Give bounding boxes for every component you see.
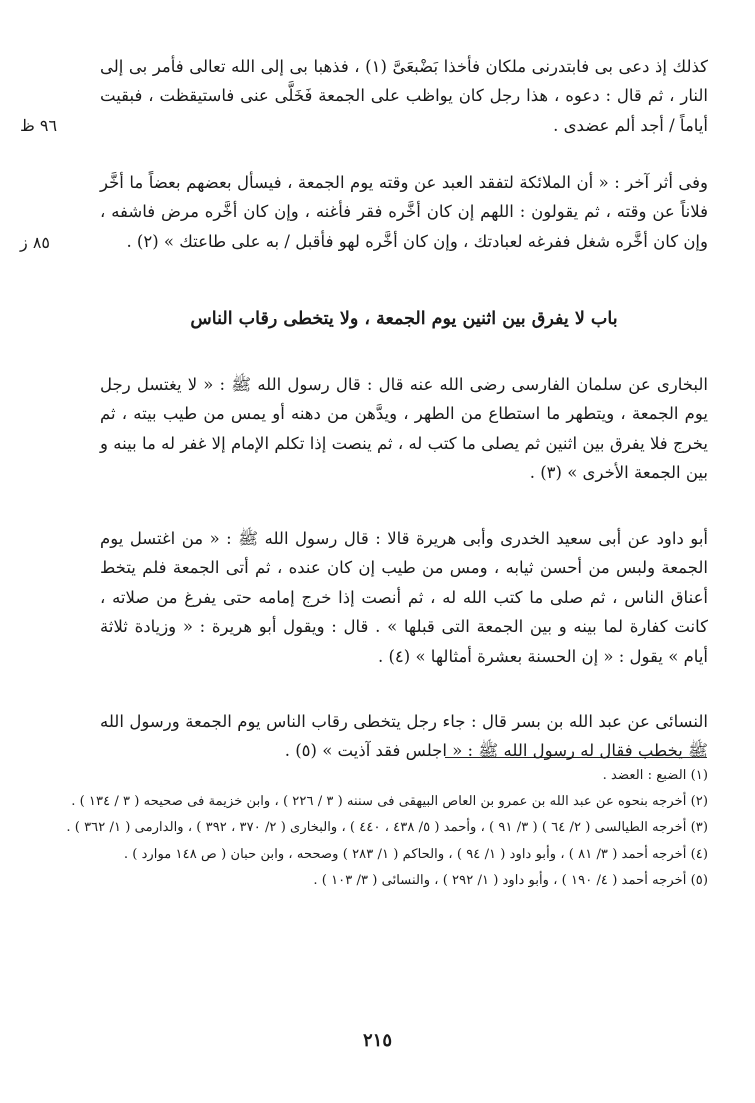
margin-note-folio: ٨٥ ز <box>20 233 50 252</box>
footnote: (٤) أخرجه أحمد ( ٣/ ٨١ ) ، وأبو داود ( ١/ ٩٤ ) ، والحاكم ( ١/ ٢٨٣ ) وصححه ، وابن حبان ( ص ١٤٨ موارد ) . <box>123 846 708 862</box>
margin-note-folio: ٩٦ ظ <box>20 116 58 135</box>
paragraph-continuation: كذلك إذ دعى بى فابتدرنى ملكان فأخذا بَضْبعَىَّ (١) ، فذهبا بى إلى الله تعالى فأمر بى إلى النار ، ثم قال : دعوه ، هذا رجل كان يواظب على الجمعة فَخَلَّى عنى فاستيقظت ، فبقيت أياماً / أجد ألم عضدى . <box>100 56 708 135</box>
footnote: (٢) أخرجه بنحوه عن عبد الله بن عمرو بن العاص البيهقى فى سننه ( ٣ / ٢٢٦ ) ، وابن خزيمة فى صحيحه ( ٣ / ١٣٤ ) . <box>71 794 708 810</box>
paragraph-athar: وفى أثر آخر : « أن الملائكة لتفقد العبد عن وقته يوم الجمعة ، فيسأل بعضهم بعضاً ما أخَّر فلاناً عن وقته ، ثم يقولون : اللهم إن كان أخَّره فقر فأغنه ، وإن كان أخَّره مرض فاشفه ، وإن كان أخَّره شغل ففرغه لعبادتك ، وإن كان أخَّره لهو فأقبل / به على طاعتك » (٢) . <box>100 172 708 251</box>
footnotes <box>40 763 708 894</box>
paragraph-abu-dawud: أبو داود عن أبى سعيد الخدرى وأبى هريرة قالا : قال رسول الله ﷺ : « من اغتسل يوم الجمعة ولبس من أحسن ثيابه ، ومس من طيب إن كان عنده ، ثم أتى الجمعة فلم يتخط أعناق الناس ، ثم صلى ما كتب الله له ، ثم أنصت إذا خرج إمامه حتى يفرغ من صلاته ، كانت كفارة لما بينه و بين الجمعة التى قبلها » . قال : ويقول أبو هريرة : « وزيادة ثلاثة أيام » يقول : « إن الحسنة بعشرة أمثالها » (٤) . <box>100 528 708 666</box>
footnote: (١) الضبع : العضد . <box>602 768 708 783</box>
chapter-heading: باب لا يفرق بين اثنين يوم الجمعة ، ولا يتخطى رقاب الناس <box>190 309 618 329</box>
paragraph-nasai: النسائى عن عبد الله بن بسر قال : جاء رجل يتخطى رقاب الناس يوم الجمعة ورسول الله ﷺ يخطب فقال له رسول الله ﷺ : « اجلس فقد آذيت » (٥) . <box>100 711 708 760</box>
footnote: (٥) أخرجه أحمد ( ٤/ ١٩٠ ) ، وأبو داود ( ١/ ٢٩٢ ) ، والنسائى ( ٣/ ١٠٣ ) . <box>313 872 708 888</box>
page-number: ٢١٥ <box>362 1030 392 1051</box>
paragraph-bukhari: البخارى عن سلمان الفارسى رضى الله عنه قال : قال رسول الله ﷺ : « لا يغتسل رجل يوم الجمعة ، ويتطهر ما استطاع من الطهر ، ويدَّهن من دهنه أو يمس من طيب بيته ، ثم يخرج فلا يفرق بين اثنين ثم يصلى ما كتب له ، ثم ينصت إذا تكلم الإمام إلا غفر له ما بينه و بين الجمعة الأخرى » (٣) . <box>100 374 708 482</box>
footnote: (٣) أخرجه الطيالسى ( ٢/ ٦٤ ) ( ٣/ ٩١ ) ، وأحمد ( ٥/ ٤٣٨ ، ٤٤٠ ) ، والبخارى ( ٢/ ٣٧٠ ، ٣٩٢ ) ، والدارمى ( ١/ ٣٦٢ ) . <box>66 820 708 836</box>
footnote-separator <box>445 757 707 758</box>
